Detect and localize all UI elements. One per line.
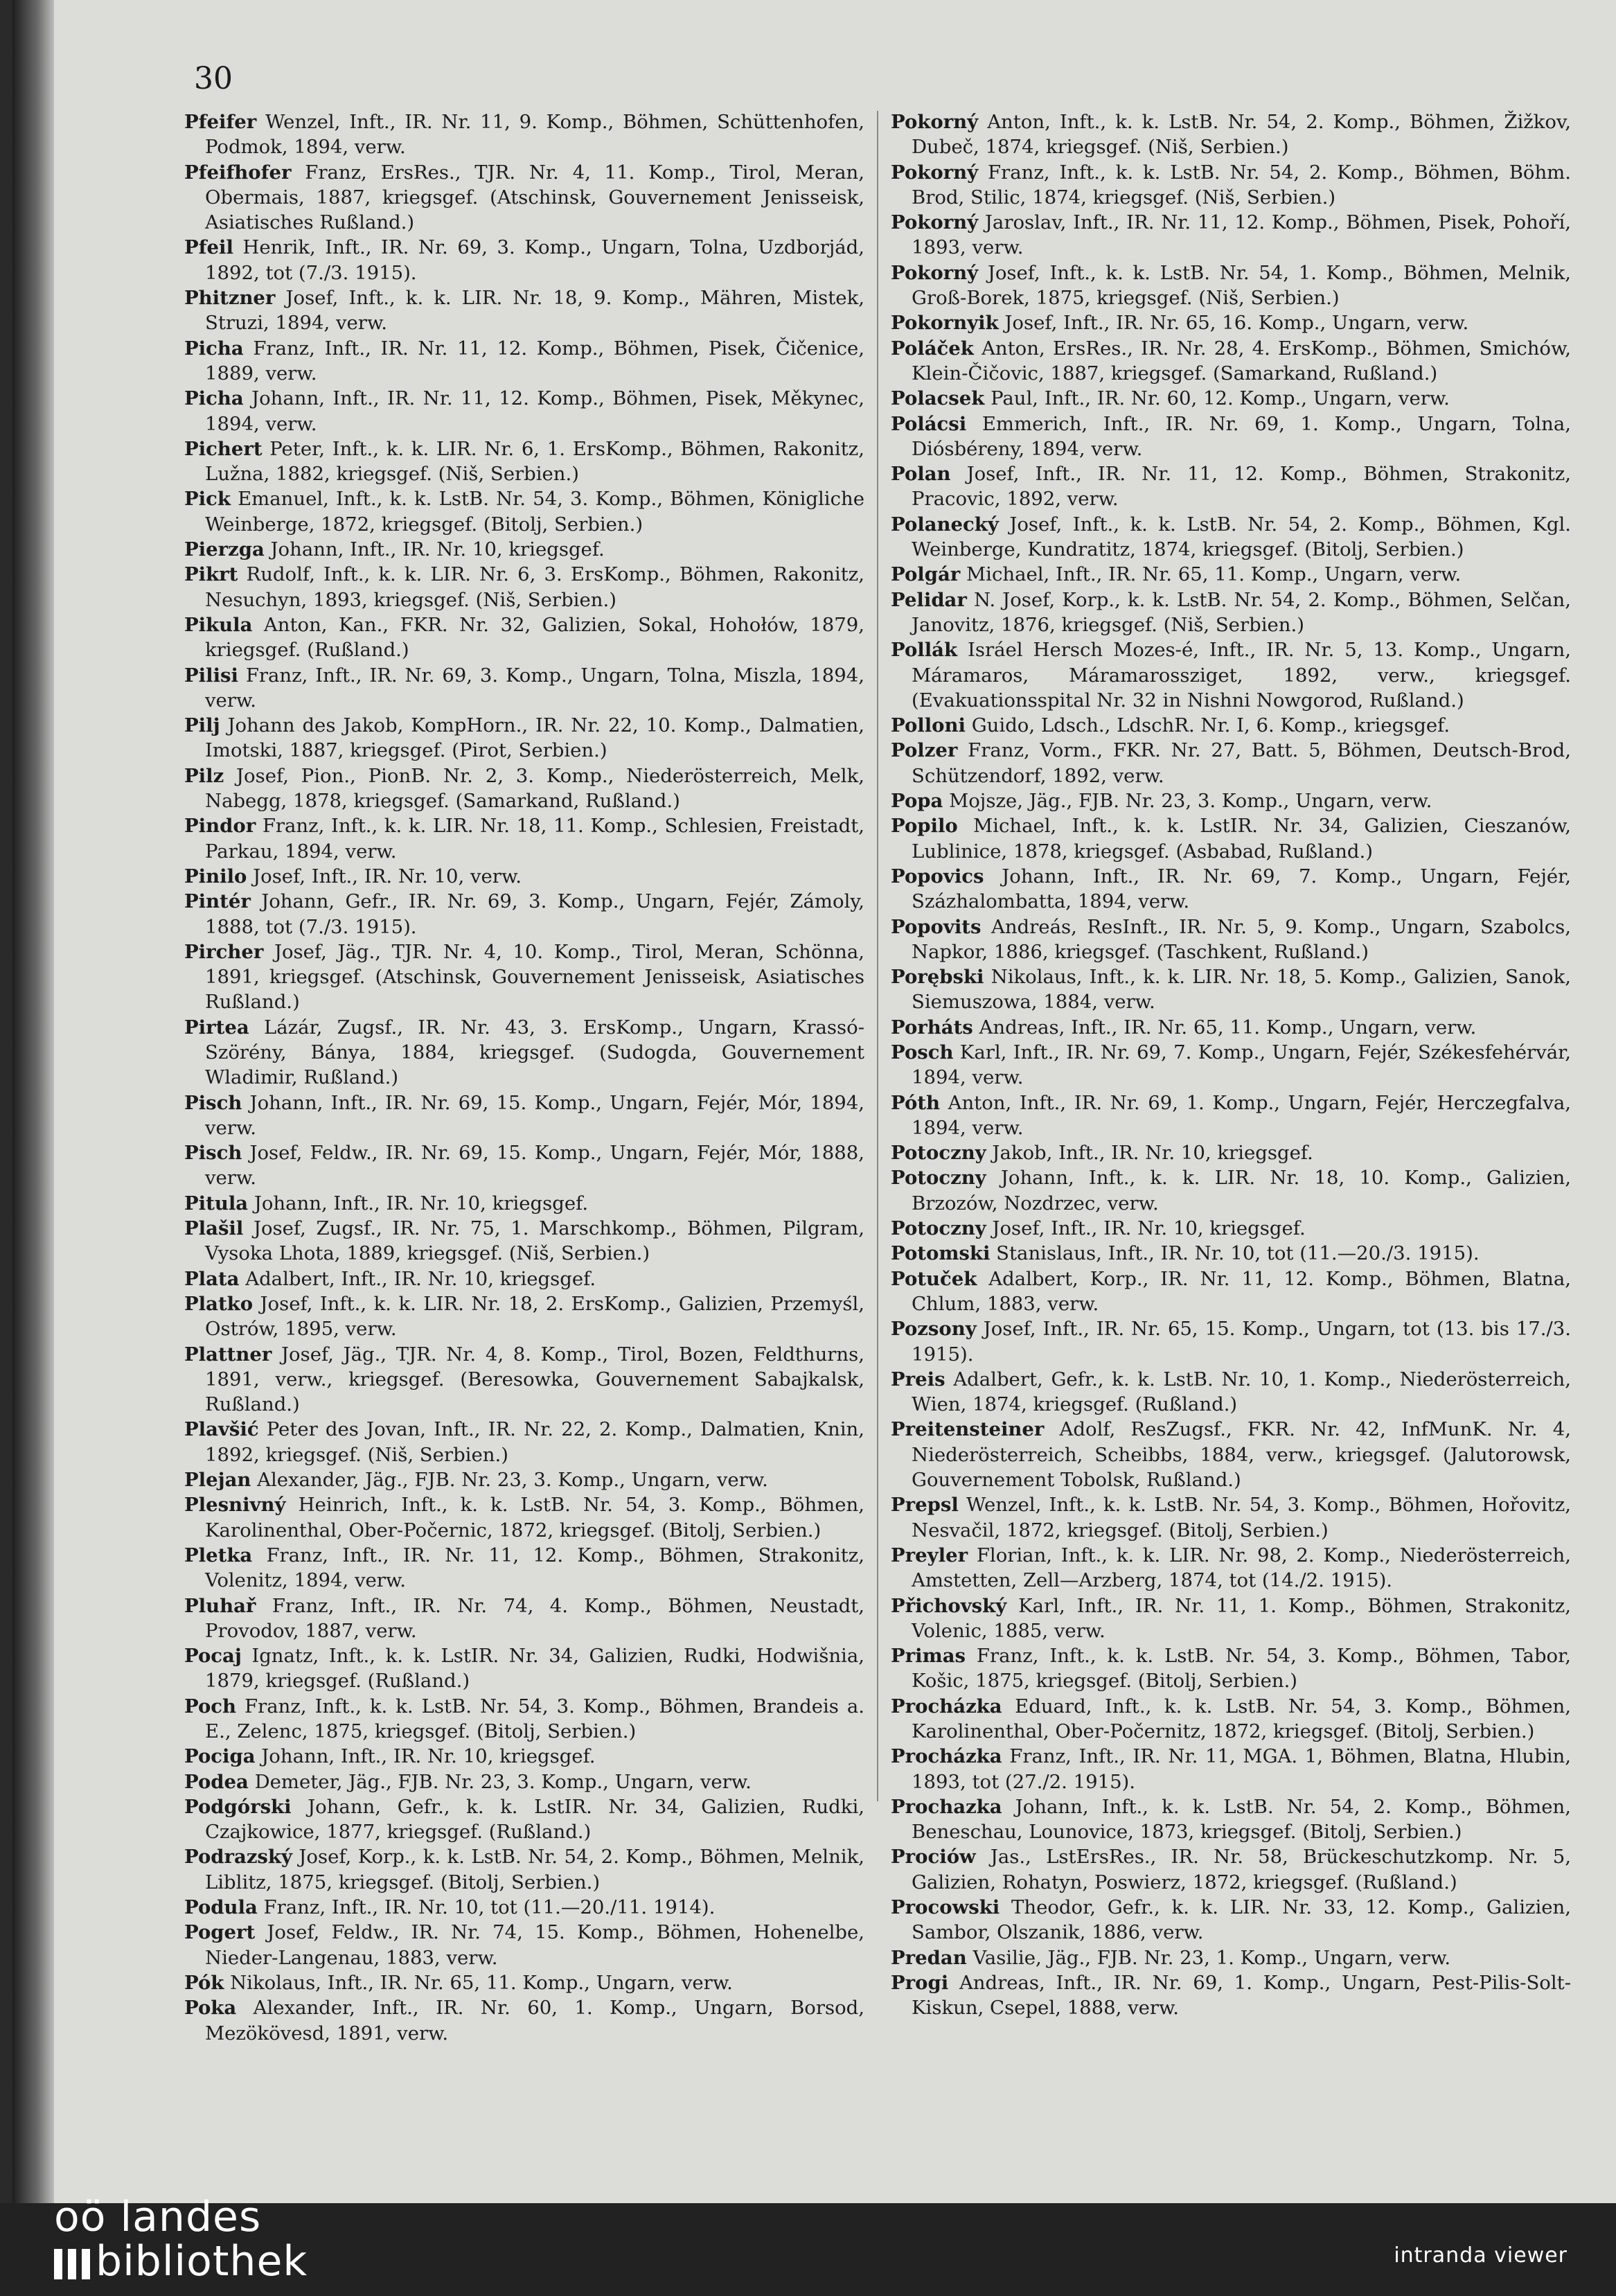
entry-details: Adalbert, Gefr., k. k. LstB. Nr. 10, 1. Komp., Niederösterreich, Wien, 1874, kriegsgef. (Rußland.) — [912, 1368, 1571, 1416]
entry-details: Adalbert, Inft., IR. Nr. 10, kriegsgef. — [245, 1267, 596, 1290]
entry-details: Eduard, Inft., k. k. LstB. Nr. 54, 3. Komp., Böhmen, Karolinenthal, Ober-Počernitz, 1872, kriegsgef. (Bitolj, Serbien.) — [912, 1695, 1571, 1742]
register-entry — [184, 1191, 864, 1216]
register-entry — [891, 1367, 1571, 1418]
entry-surname: Póth — [891, 1091, 940, 1114]
register-entry — [184, 109, 864, 160]
register-entry — [184, 1744, 864, 1769]
entry-details: Adolf, ResZugsf., FKR. Nr. 42, InfMunK. Nr. 4, Niederösterreich, Scheibbs, 1884, verw., kriegsgef. (Jalutorowsk, Gouvernement Tobolsk, Rußland.) — [912, 1418, 1571, 1492]
entry-details: Demeter, Jäg., FJB. Nr. 23, 3. Komp., Ungarn, verw. — [254, 1770, 752, 1793]
entry-surname: Pikrt — [184, 563, 238, 586]
entry-surname: Pfeifer — [184, 111, 257, 133]
register-entry — [891, 964, 1571, 1015]
entry-details: Franz, ErsRes., TJR. Nr. 4, 11. Komp., Tirol, Meran, Obermais, 1887, kriegsgef. (Atschinsk, Gouvernement Jenisseisk, Asiatisches Rußland.) — [205, 161, 864, 234]
register-entry — [891, 915, 1571, 965]
register-entry — [184, 436, 864, 487]
entry-surname: Procházka — [891, 1745, 1002, 1768]
entry-surname: Podula — [184, 1896, 258, 1919]
register-entry — [891, 512, 1571, 563]
register-entry — [184, 1844, 864, 1895]
register-entry — [891, 1417, 1571, 1492]
register-entry — [184, 160, 864, 236]
entry-details: Anton, ErsRes., IR. Nr. 28, 4. ErsKomp., Böhmen, Smichów, Klein-Čičovic, 1887, kriegsgef. (Samarkand, Rußland.) — [912, 337, 1572, 385]
entry-details: Johann, Inft., k. k. LstB. Nr. 54, 2. Komp., Böhmen, Beneschau, Lounovice, 1873, kriegsgef. (Bitolj, Serbien.) — [912, 1795, 1571, 1844]
entry-surname: Porębski — [891, 966, 984, 989]
entry-details: Mojsze, Jäg., FJB. Nr. 23, 3. Komp., Ungarn, verw. — [949, 790, 1432, 813]
entry-surname: Potoczny — [891, 1142, 986, 1165]
logo-line-1: oö landes — [54, 2193, 262, 2241]
entry-surname: Procowski — [891, 1896, 1000, 1919]
entry-details: Stanislaus, Inft., IR. Nr. 10, tot (11.—20./3. 1915). — [996, 1242, 1480, 1265]
library-logo[interactable] — [54, 2195, 308, 2284]
register-entry — [184, 486, 864, 537]
entry-details: Jaroslav, Inft., IR. Nr. 11, 12. Komp., Böhmen, Pisek, Pohoří, 1893, verw. — [912, 211, 1571, 259]
entry-surname: Predan — [891, 1946, 967, 1969]
entry-surname: Pilj — [184, 714, 220, 737]
register-entry — [891, 310, 1571, 335]
entry-details: Franz, Vorm., FKR. Nr. 27, Batt. 5, Böhmen, Deutsch-Brod, Schützendorf, 1892, verw. — [912, 739, 1571, 787]
entry-details: Karl, Inft., IR. Nr. 69, 7. Komp., Ungarn, Fejér, Székesfehérvár, 1894, verw. — [912, 1041, 1571, 1089]
register-entry — [184, 663, 864, 714]
entry-details: Rudolf, Inft., k. k. LIR. Nr. 6, 3. ErsKomp., Böhmen, Rakonitz, Nesuchyn, 1893, kriegsgef. (Niš, Serbien.) — [205, 563, 864, 611]
viewer-label: intranda viewer — [1394, 2243, 1568, 2268]
entry-details: Heinrich, Inft., k. k. LstB. Nr. 54, 3. Komp., Böhmen, Karolinenthal, Ober-Počernic, 1872, kriegsgef. (Bitolj, Serbien.) — [205, 1494, 864, 1542]
entry-surname: Popa — [891, 790, 943, 813]
entry-details: Guido, Ldsch., LdschR. Nr. I, 6. Komp., kriegsgef. — [971, 714, 1450, 737]
register-entry — [891, 1945, 1571, 1970]
register-entry — [891, 1970, 1571, 2021]
entry-details: Johann, Gefr., k. k. LstIR. Nr. 34, Galizien, Rudki, Czajkowice, 1877, kriegsgef. (Rußland.) — [205, 1795, 864, 1844]
entry-details: Emanuel, Inft., k. k. LstB. Nr. 54, 3. Komp., Böhmen, Königliche Weinberge, 1872, kriegsgef. (Bitolj, Serbien.) — [205, 488, 864, 536]
entry-details: N. Josef, Korp., k. k. LstB. Nr. 54, 2. Komp., Böhmen, Selčan, Janovitz, 1876, kriegsgef. (Niš, Serbien.) — [912, 588, 1571, 636]
register-entry — [184, 1794, 864, 1845]
entry-details: Josef, Inft., IR. Nr. 10, verw. — [253, 865, 522, 888]
register-entry — [184, 813, 864, 864]
entry-surname: Podgórski — [184, 1795, 292, 1818]
entry-details: Florian, Inft., k. k. LIR. Nr. 98, 2. Komp., Niederösterreich, Amstetten, Zell—Arzberg, 1874, tot (14./2. 1915). — [912, 1544, 1571, 1592]
register-entry — [891, 637, 1571, 713]
register-entry — [891, 1266, 1571, 1317]
logo-bars-icon — [54, 2249, 90, 2279]
entry-details: Alexander, Inft., IR. Nr. 60, 1. Komp., Ungarn, Borsod, Mezökövesd, 1891, verw. — [205, 1997, 865, 2045]
entry-details: Franz, Inft., k. k. LstB. Nr. 54, 3. Komp., Böhmen, Tabor, Košic, 1875, kriegsgef. (Bitolj, Serbien.) — [912, 1645, 1571, 1693]
register-entry — [891, 1015, 1571, 1040]
entry-surname: Preyler — [891, 1544, 968, 1566]
entry-details: Andreas, Inft., IR. Nr. 69, 1. Komp., Ungarn, Pest-Pilis-Solt-Kiskun, Csepel, 1888, verw. — [912, 1971, 1572, 2020]
entry-details: Adalbert, Korp., IR. Nr. 11, 12. Komp., Böhmen, Blatna, Chlum, 1883, verw. — [912, 1267, 1571, 1315]
register-entry — [891, 738, 1571, 788]
entry-surname: Pók — [184, 1971, 224, 1994]
entry-surname: Poka — [184, 1997, 237, 2020]
entry-details: Nikolaus, Inft., IR. Nr. 65, 11. Komp., Ungarn, verw. — [230, 1971, 733, 1994]
register-entry — [891, 1090, 1571, 1141]
register-entry — [184, 612, 864, 663]
register-entry — [891, 788, 1571, 813]
entry-details: Johann des Jakob, KompHorn., IR. Nr. 22, 10. Komp., Dalmatien, Imotski, 1887, kriegsgef. (Pirot, Serbien.) — [205, 714, 864, 762]
logo-line-2 — [54, 2239, 308, 2284]
entry-details: Alexander, Jäg., FJB. Nr. 23, 3. Komp., Ungarn, verw. — [257, 1469, 768, 1492]
entry-surname: Pollák — [891, 639, 958, 662]
entry-surname: Plejan — [184, 1469, 251, 1492]
entry-surname: Pinilo — [184, 865, 247, 888]
book-spine-shadow — [12, 0, 54, 2203]
entry-details: Isráel Hersch Mozes-é, Inft., IR. Nr. 5, 13. Komp., Ungarn, Máramaros, Máramarossziget, 1892, verw., kriegsgef. (Evakuationsspital Nr. 32 in Nishni Nowgorod, Rußland.) — [912, 639, 1571, 712]
entry-details: Johann, Inft., IR. Nr. 10, kriegsgef. — [261, 1745, 596, 1768]
entry-details: Theodor, Gefr., k. k. LIR. Nr. 33, 12. Komp., Galizien, Sambor, Olszanik, 1886, verw. — [912, 1896, 1571, 1944]
entry-details: Josef, Jäg., TJR. Nr. 4, 8. Komp., Tirol, Bozen, Feldthurns, 1891, verw., kriegsgef. (Beresowka, Gouvernement Sabajkalsk, Rußland.) — [205, 1343, 864, 1416]
entry-surname: Pircher — [184, 940, 264, 963]
register-entry — [184, 1467, 864, 1492]
register-entry — [184, 1266, 864, 1291]
entry-surname: Picha — [184, 387, 244, 410]
entry-details: Franz, Inft., IR. Nr. 74, 4. Komp., Böhmen, Neustadt, Provodov, 1887, verw. — [205, 1594, 864, 1642]
entry-surname: Phitzner — [184, 287, 276, 310]
entry-surname: Popovics — [891, 865, 984, 888]
entry-surname: Pfeil — [184, 236, 233, 259]
entry-surname: Picha — [184, 337, 244, 360]
register-entry — [891, 461, 1571, 512]
entry-details: Nikolaus, Inft., k. k. LIR. Nr. 18, 5. Komp., Galizien, Sanok, Siemuszowa, 1884, verw. — [912, 966, 1571, 1014]
entry-details: Franz, Inft., IR. Nr. 69, 3. Komp., Ungarn, Tolna, Miszla, 1894, verw. — [205, 664, 864, 712]
register-entry — [891, 588, 1571, 638]
entry-details: Paul, Inft., IR. Nr. 60, 12. Komp., Ungarn, verw. — [991, 387, 1450, 410]
entry-surname: Potoczny — [891, 1217, 986, 1240]
entry-details: Lázár, Zugsf., IR. Nr. 43, 3. ErsKomp., Ungarn, Krassó-Szörény, Bánya, 1884, kriegsgef. (Sudogda, Gouvernement Wladimir, Rußland.) — [205, 1016, 864, 1089]
entry-surname: Pelidar — [891, 588, 967, 611]
register-entry — [891, 713, 1571, 738]
entry-details: Wenzel, Inft., IR. Nr. 11, 9. Komp., Böhmen, Schüttenhofen, Podmok, 1894, verw. — [205, 111, 865, 159]
entry-surname: Pociga — [184, 1745, 256, 1768]
entry-details: Jakob, Inft., IR. Nr. 10, kriegsgef. — [992, 1142, 1313, 1165]
entry-details: Michael, Inft., IR. Nr. 65, 11. Komp., Ungarn, verw. — [966, 563, 1462, 586]
register-entry — [184, 1970, 864, 1995]
register-entry — [184, 1090, 864, 1141]
entry-surname: Poch — [184, 1695, 237, 1717]
register-entry — [184, 1342, 864, 1418]
entry-details: Josef, Inft., k. k. LstB. Nr. 54, 2. Komp., Böhmen, Kgl. Weinberge, Kundratitz, 1874, kriegsgef. (Bitolj, Serbien.) — [912, 513, 1571, 561]
register-entry — [891, 1165, 1571, 1216]
entry-surname: Polan — [891, 463, 951, 486]
entry-surname: Plattner — [184, 1343, 272, 1366]
entry-details: Franz, Inft., IR. Nr. 11, 12. Komp., Böhmen, Pisek, Čičenice, 1889, verw. — [205, 337, 865, 385]
register-entry — [184, 562, 864, 612]
register-entry — [184, 939, 864, 1015]
register-entry — [891, 1241, 1571, 1266]
column-divider — [877, 111, 878, 1801]
register-entry — [891, 1694, 1571, 1745]
entry-surname: Pisch — [184, 1142, 242, 1165]
entry-surname: Porháts — [891, 1016, 973, 1039]
register-entry — [184, 537, 864, 562]
entry-surname: Plata — [184, 1267, 240, 1290]
entry-details: Josef, Pion., PionB. Nr. 2, 3. Komp., Niederösterreich, Melk, Nabegg, 1878, kriegsgef. (Samarkand, Rußland.) — [205, 764, 864, 813]
register-entry — [891, 1895, 1571, 1945]
entry-surname: Pogert — [184, 1921, 256, 1944]
entry-surname: Polanecký — [891, 513, 999, 536]
entry-details: Anton, Kan., FKR. Nr. 32, Galizien, Sokal, Hohołów, 1879, kriegsgef. (Rußland.) — [205, 613, 864, 662]
entry-surname: Potomski — [891, 1242, 991, 1265]
register-entry — [184, 1694, 864, 1745]
entry-surname: Poláček — [891, 337, 974, 360]
entry-details: Franz, Inft., IR. Nr. 11, 12. Komp., Böhmen, Strakonitz, Volenitz, 1894, verw. — [205, 1544, 865, 1592]
entry-details: Jas., LstErsRes., IR. Nr. 58, Brückeschutzkomp. Nr. 5, Galizien, Rohatyn, Poswierz, 1872, kriegsgef. (Rußland.) — [912, 1846, 1572, 1893]
entry-surname: Prociów — [891, 1846, 976, 1869]
entry-details: Josef, Inft., k. k. LstB. Nr. 54, 1. Komp., Böhmen, Melnik, Groß-Borek, 1875, kriegsgef. (Niš, Serbien.) — [912, 261, 1571, 310]
entry-details: Johann, Inft., IR. Nr. 10, kriegsgef. — [270, 538, 605, 561]
register-entry — [184, 1140, 864, 1191]
register-entry — [184, 336, 864, 387]
entry-surname: Pokorný — [891, 261, 979, 284]
entry-details: Johann, Inft., IR. Nr. 69, 7. Komp., Ungarn, Fejér, Százhalombatta, 1894, verw. — [912, 865, 1571, 913]
entry-details: Anton, Inft., k. k. LstB. Nr. 54, 2. Komp., Böhmen, Žižkov, Dubeč, 1874, kriegsgef. (Niš, Serbien.) — [912, 111, 1571, 159]
entry-details: Karl, Inft., IR. Nr. 11, 1. Komp., Böhmen, Strakonitz, Volenic, 1885, verw. — [912, 1594, 1571, 1642]
entry-details: Josef, Inft., k. k. LIR. Nr. 18, 9. Komp., Mähren, Mistek, Struzi, 1894, verw. — [205, 287, 864, 335]
register-entry — [891, 1316, 1571, 1367]
entry-details: Peter, Inft., k. k. LIR. Nr. 6, 1. ErsKomp., Böhmen, Rakonitz, Lužna, 1882, kriegsgef. (Niš, Serbien.) — [205, 437, 864, 486]
register-entry — [891, 412, 1571, 462]
register-entry — [184, 1920, 864, 1970]
entry-details: Josef, Inft., IR. Nr. 10, kriegsgef. — [992, 1217, 1306, 1240]
register-entry — [891, 562, 1571, 587]
entry-surname: Pilz — [184, 764, 224, 787]
entry-details: Johann, Inft., IR. Nr. 11, 12. Komp., Böhmen, Pisek, Měkynec, 1894, verw. — [205, 387, 864, 435]
register-entry — [184, 1417, 864, 1467]
entry-surname: Potoczny — [891, 1167, 986, 1190]
entry-surname: Podea — [184, 1770, 249, 1793]
register-entry — [891, 260, 1571, 311]
register-entry — [184, 1492, 864, 1543]
register-entry — [891, 1543, 1571, 1593]
entry-details: Wenzel, Inft., k. k. LstB. Nr. 54, 3. Komp., Böhmen, Hořovitz, Nesvačil, 1872, kriegsgef. (Bitolj, Serbien.) — [912, 1494, 1571, 1542]
entry-surname: Pokorný — [891, 161, 979, 184]
entry-details: Josef, Korp., k. k. LstB. Nr. 54, 2. Komp., Böhmen, Melnik, Liblitz, 1875, kriegsgef. (Bitolj, Serbien.) — [205, 1846, 864, 1893]
entry-surname: Progi — [891, 1971, 949, 1994]
entry-details: Josef, Zugsf., IR. Nr. 75, 1. Marschkomp., Böhmen, Pilgram, Vysoka Lhota, 1889, kriegsgef. (Niš, Serbien.) — [205, 1217, 864, 1265]
entry-surname: Pitula — [184, 1192, 249, 1215]
entry-details: Anton, Inft., IR. Nr. 69, 1. Komp., Ungarn, Fejér, Herczegfalva, 1894, verw. — [912, 1091, 1571, 1139]
entry-surname: Pokornyik — [891, 312, 999, 335]
entry-surname: Pierzga — [184, 538, 265, 561]
register-entry — [184, 864, 864, 889]
entry-surname: Polgár — [891, 563, 961, 586]
entry-surname: Pichert — [184, 437, 263, 460]
register-entry — [184, 1291, 864, 1342]
entry-details: Josef, Jäg., TJR. Nr. 4, 10. Komp., Tirol, Meran, Schönna, 1891, kriegsgef. (Atschinsk, Gouvernement Jenisseisk, Asiatisches Rußland.) — [205, 940, 864, 1014]
entry-surname: Podrazský — [184, 1846, 292, 1869]
entry-details: Michael, Inft., k. k. LstIR. Nr. 34, Galizien, Cieszanów, Lublinice, 1878, kriegsgef. (Asbabad, Rußland.) — [912, 815, 1571, 863]
entry-surname: Pfeifhofer — [184, 161, 292, 184]
entry-surname: Potuček — [891, 1267, 977, 1290]
register-entry — [891, 813, 1571, 864]
register-entry — [891, 1140, 1571, 1165]
entry-surname: Prepsl — [891, 1494, 959, 1517]
register-entry — [184, 285, 864, 336]
entry-details: Ignatz, Inft., k. k. LstIR. Nr. 34, Galizien, Rudki, Hodwišnia, 1879, kriegsgef. (Rußland.) — [205, 1645, 864, 1693]
register-entry — [184, 1769, 864, 1794]
register-entry — [891, 1593, 1571, 1644]
register-entry — [891, 210, 1571, 260]
register-entry — [184, 1593, 864, 1644]
entry-surname: Prochazka — [891, 1795, 1002, 1818]
entry-surname: Popilo — [891, 815, 958, 838]
register-entry — [184, 713, 864, 763]
entry-surname: Polloni — [891, 714, 966, 737]
register-entry — [891, 1794, 1571, 1845]
entry-surname: Pilisi — [184, 664, 238, 687]
entry-surname: Pisch — [184, 1091, 242, 1114]
entry-surname: Polácsi — [891, 412, 967, 435]
register-entry — [891, 1216, 1571, 1241]
entry-details: Josef, Inft., IR. Nr. 65, 15. Komp., Ungarn, tot (13. bis 17./3. 1915). — [912, 1318, 1572, 1366]
right-column — [891, 109, 1571, 2021]
entry-details: Josef, Inft., IR. Nr. 65, 16. Komp., Ungarn, verw. — [1004, 312, 1469, 335]
logo-line-2-text: bibliothek — [96, 2237, 308, 2286]
register-entry — [891, 1040, 1571, 1090]
entry-details: Josef, Feldw., IR. Nr. 69, 15. Komp., Ungarn, Fejér, Mór, 1888, verw. — [205, 1142, 864, 1190]
register-entry — [184, 1895, 864, 1920]
entry-surname: Pokorný — [891, 211, 979, 234]
entry-surname: Preis — [891, 1368, 945, 1390]
entry-surname: Pirtea — [184, 1016, 249, 1039]
entry-surname: Procházka — [891, 1695, 1002, 1717]
entry-details: Josef, Inft., k. k. LIR. Nr. 18, 2. ErsKomp., Galizien, Przemyśl, Ostrów, 1895, verw. — [205, 1292, 864, 1341]
entry-details: Franz, Inft., k. k. LstB. Nr. 54, 3. Komp., Böhmen, Brandeis a. E., Zelenc, 1875, kriegsgef. (Bitolj, Serbien.) — [205, 1695, 865, 1742]
register-entry — [184, 1543, 864, 1593]
entry-surname: Přichovský — [891, 1594, 1007, 1617]
entry-surname: Preitensteiner — [891, 1418, 1045, 1441]
entry-details: Andreas, Inft., IR. Nr. 65, 11. Komp., Ungarn, verw. — [979, 1016, 1477, 1039]
register-entry — [184, 1015, 864, 1090]
entry-details: Johann, Inft., IR. Nr. 10, kriegsgef. — [254, 1192, 589, 1215]
entry-surname: Pintér — [184, 890, 251, 913]
entry-surname: Primas — [891, 1645, 966, 1668]
scanned-page — [12, 0, 1616, 2203]
entry-details: Johann, Gefr., IR. Nr. 69, 3. Komp., Ungarn, Fejér, Zámoly, 1888, tot (7./3. 1915). — [205, 890, 864, 938]
register-entry — [184, 235, 864, 285]
register-entry — [891, 109, 1571, 160]
entry-surname: Pozsony — [891, 1318, 977, 1341]
entry-details: Emmerich, Inft., IR. Nr. 69, 1. Komp., Ungarn, Tolna, Diósbéreny, 1894, verw. — [912, 412, 1571, 460]
entry-surname: Pocaj — [184, 1645, 242, 1668]
entry-details: Franz, Inft., IR. Nr. 10, tot (11.—20./11. 1914). — [263, 1896, 716, 1919]
entry-surname: Plavšić — [184, 1418, 259, 1441]
entry-details: Franz, Inft., k. k. LIR. Nr. 18, 11. Komp., Schlesien, Freistadt, Parkau, 1894, verw. — [205, 815, 864, 863]
page-number: 30 — [194, 61, 233, 96]
register-entry — [891, 336, 1571, 387]
entry-surname: Pick — [184, 488, 231, 511]
entry-details: Franz, Inft., IR. Nr. 11, MGA. 1, Böhmen, Blatna, Hlubin, 1893, tot (27./2. 1915). — [912, 1745, 1571, 1793]
entry-surname: Platko — [184, 1292, 254, 1315]
register-entry — [891, 160, 1571, 211]
entry-surname: Posch — [891, 1041, 954, 1063]
register-entry — [891, 1492, 1571, 1543]
entry-details: Franz, Inft., k. k. LstB. Nr. 54, 2. Komp., Böhmen, Böhm. Brod, Stilic, 1874, kriegsgef. (Niš, Serbien.) — [912, 161, 1572, 209]
register-entry — [891, 386, 1571, 411]
entry-surname: Polacsek — [891, 387, 985, 410]
register-entry — [891, 864, 1571, 915]
entry-details: Josef, Inft., IR. Nr. 11, 12. Komp., Böhmen, Strakonitz, Pracovic, 1892, verw. — [912, 463, 1572, 511]
entry-surname: Popovits — [891, 915, 982, 938]
entry-surname: Pokorný — [891, 111, 979, 133]
entry-details: Josef, Feldw., IR. Nr. 74, 15. Komp., Böhmen, Hohenelbe, Nieder-Langenau, 1883, verw. — [205, 1921, 864, 1969]
entry-details: Vasilie, Jäg., FJB. Nr. 23, 1. Komp., Ungarn, verw. — [973, 1946, 1451, 1969]
register-entry — [891, 1744, 1571, 1794]
register-entry — [891, 1844, 1571, 1895]
entry-details: Johann, Inft., k. k. LIR. Nr. 18, 10. Komp., Galizien, Brzozów, Nozdrzec, verw. — [912, 1167, 1571, 1215]
register-entry — [184, 889, 864, 939]
register-entry — [891, 1643, 1571, 1694]
entry-surname: Pluhař — [184, 1594, 256, 1617]
entry-surname: Plašil — [184, 1217, 244, 1240]
register-entry — [184, 1643, 864, 1694]
register-entry — [184, 386, 864, 436]
left-column — [184, 109, 864, 2046]
entry-details: Henrik, Inft., IR. Nr. 69, 3. Komp., Ungarn, Tolna, Uzdborjád, 1892, tot (7./3. 1915). — [205, 236, 864, 284]
register-entry — [184, 763, 864, 814]
entry-details: Johann, Inft., IR. Nr. 69, 15. Komp., Ungarn, Fejér, Mór, 1894, verw. — [205, 1091, 864, 1139]
entry-surname: Plesnivný — [184, 1494, 286, 1517]
entry-details: Peter des Jovan, Inft., IR. Nr. 22, 2. Komp., Dalmatien, Knin, 1892, kriegsgef. (Niš, Serbien.) — [205, 1418, 864, 1466]
register-entry — [184, 1216, 864, 1266]
entry-surname: Pikula — [184, 613, 253, 636]
entry-details: Andreás, ResInft., IR. Nr. 5, 9. Komp., Ungarn, Szabolcs, Napkor, 1886, kriegsgef. (Taschkent, Rußland.) — [912, 915, 1571, 963]
entry-surname: Pindor — [184, 815, 256, 838]
register-entry — [184, 1995, 864, 2046]
entry-surname: Pletka — [184, 1544, 253, 1566]
entry-surname: Polzer — [891, 739, 958, 762]
